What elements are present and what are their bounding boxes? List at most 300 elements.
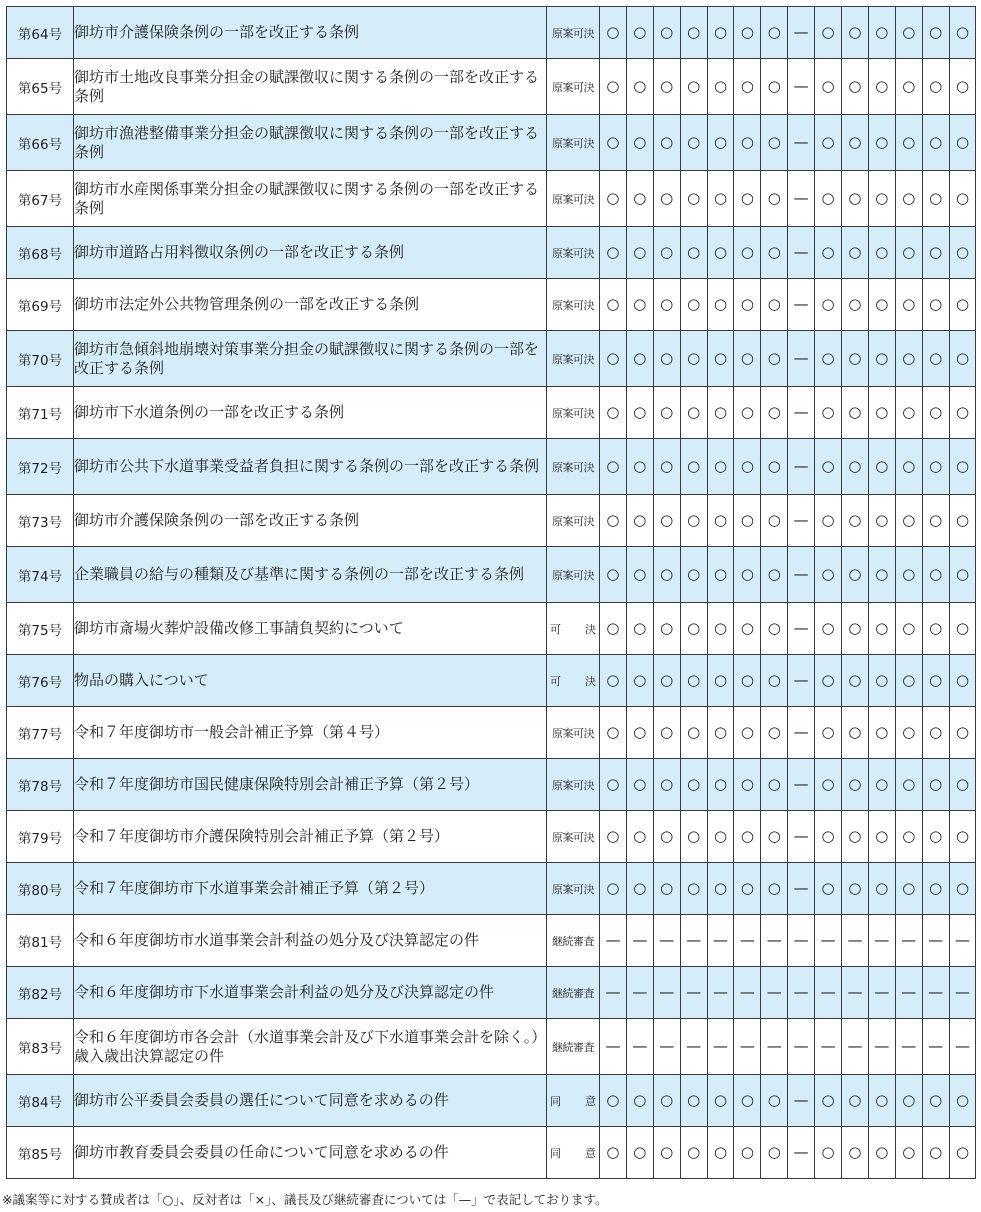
- vote-mark: —: [788, 331, 815, 387]
- vote-mark: —: [653, 967, 680, 1019]
- vote-mark: ○: [734, 811, 761, 863]
- bill-row: [7, 7, 976, 59]
- vote-mark: ○: [707, 707, 734, 759]
- vote-mark: —: [761, 967, 788, 1019]
- bill-number: 第65号: [7, 59, 74, 115]
- vote-mark: ○: [626, 115, 653, 171]
- vote-mark: ○: [895, 59, 922, 115]
- vote-mark: ○: [949, 227, 976, 279]
- vote-mark: ○: [600, 279, 627, 331]
- vote-mark: ○: [626, 227, 653, 279]
- bill-result: 原案可決: [547, 863, 600, 915]
- vote-mark: —: [707, 1019, 734, 1075]
- vote-mark: —: [761, 1019, 788, 1075]
- vote-mark: ○: [653, 439, 680, 495]
- bill-row: [7, 331, 976, 387]
- bill-row: [7, 279, 976, 331]
- vote-mark: —: [626, 967, 653, 1019]
- bill-result: 原案可決: [547, 59, 600, 115]
- vote-mark: —: [734, 967, 761, 1019]
- bill-result: 原案可決: [547, 547, 600, 603]
- bill-row: [7, 227, 976, 279]
- vote-mark: ○: [868, 7, 895, 59]
- vote-mark: ○: [707, 1127, 734, 1179]
- vote-mark: ○: [949, 1075, 976, 1127]
- bill-result: 原案可決: [547, 707, 600, 759]
- vote-mark: ○: [868, 115, 895, 171]
- vote-mark: ○: [922, 59, 949, 115]
- vote-mark: ○: [734, 59, 761, 115]
- vote-mark: ○: [680, 7, 707, 59]
- vote-mark: ○: [626, 655, 653, 707]
- bill-number: 第80号: [7, 863, 74, 915]
- bill-result-spaced: [547, 621, 599, 637]
- vote-mark: ○: [949, 59, 976, 115]
- vote-mark: ○: [868, 387, 895, 439]
- vote-mark: ○: [761, 279, 788, 331]
- vote-mark: ○: [680, 495, 707, 547]
- vote-mark: ○: [600, 655, 627, 707]
- bill-row: [7, 603, 976, 655]
- vote-mark: —: [788, 863, 815, 915]
- vote-mark: —: [922, 1019, 949, 1075]
- vote-mark: ○: [653, 1127, 680, 1179]
- vote-mark: ○: [734, 707, 761, 759]
- vote-mark: ○: [868, 495, 895, 547]
- vote-mark: ○: [949, 495, 976, 547]
- vote-mark: ○: [653, 171, 680, 227]
- vote-mark: ○: [895, 115, 922, 171]
- vote-mark: ○: [868, 1075, 895, 1127]
- vote-mark: ○: [895, 227, 922, 279]
- vote-mark: —: [895, 967, 922, 1019]
- vote-mark: ○: [653, 811, 680, 863]
- vote-mark: ○: [868, 171, 895, 227]
- vote-mark: —: [653, 915, 680, 967]
- bill-result-char-a: 同: [550, 1146, 561, 1160]
- bill-title: 企業職員の給与の種類及び基準に関する条例の一部を改正する条例: [74, 547, 547, 603]
- vote-mark: —: [949, 1019, 976, 1075]
- vote-mark: —: [815, 967, 842, 1019]
- bill-number: 第69号: [7, 279, 74, 331]
- vote-mark: ○: [815, 547, 842, 603]
- vote-mark: ○: [626, 331, 653, 387]
- vote-mark: ○: [922, 759, 949, 811]
- vote-mark: ○: [761, 171, 788, 227]
- bill-number: 第71号: [7, 387, 74, 439]
- bill-number: 第66号: [7, 115, 74, 171]
- bill-row: [7, 863, 976, 915]
- vote-mark: ○: [922, 547, 949, 603]
- bill-result: 原案可決: [547, 279, 600, 331]
- vote-mark: ○: [895, 331, 922, 387]
- vote-mark: —: [815, 1019, 842, 1075]
- vote-mark: ○: [949, 655, 976, 707]
- vote-mark: ○: [922, 863, 949, 915]
- vote-mark: ○: [680, 863, 707, 915]
- vote-mark: ○: [626, 707, 653, 759]
- vote-mark: ○: [653, 707, 680, 759]
- bill-result-char-a: 可: [550, 622, 561, 636]
- bill-number: 第74号: [7, 547, 74, 603]
- vote-mark: ○: [626, 439, 653, 495]
- vote-mark: ○: [653, 603, 680, 655]
- bill-row: [7, 811, 976, 863]
- vote-mark: ○: [707, 331, 734, 387]
- vote-mark: ○: [842, 759, 869, 811]
- vote-mark: ○: [922, 331, 949, 387]
- vote-mark: ○: [815, 811, 842, 863]
- vote-mark: —: [868, 915, 895, 967]
- vote-mark: ○: [868, 1127, 895, 1179]
- vote-mark: ○: [707, 1075, 734, 1127]
- vote-mark: ○: [680, 1075, 707, 1127]
- vote-mark: ○: [626, 171, 653, 227]
- vote-mark: ○: [842, 227, 869, 279]
- bill-title: 御坊市水産関係事業分担金の賦課徴収に関する条例の一部を改正する条例: [74, 171, 547, 227]
- vote-mark: ○: [653, 547, 680, 603]
- bill-number: 第77号: [7, 707, 74, 759]
- bill-result: 原案可決: [547, 439, 600, 495]
- vote-mark: ○: [653, 655, 680, 707]
- vote-mark: —: [788, 387, 815, 439]
- vote-results-table-wrapper: [6, 6, 976, 1179]
- vote-mark: —: [600, 1019, 627, 1075]
- vote-mark: ○: [949, 863, 976, 915]
- vote-mark: ○: [680, 603, 707, 655]
- vote-mark: ○: [868, 863, 895, 915]
- vote-mark: ○: [842, 331, 869, 387]
- bill-row: [7, 115, 976, 171]
- bill-result: 原案可決: [547, 387, 600, 439]
- vote-mark: ○: [680, 59, 707, 115]
- vote-mark: ○: [815, 707, 842, 759]
- vote-mark: ○: [680, 279, 707, 331]
- vote-mark: ○: [600, 115, 627, 171]
- vote-mark: —: [788, 915, 815, 967]
- bill-row: [7, 439, 976, 495]
- vote-mark: ○: [949, 811, 976, 863]
- bill-row: [7, 547, 976, 603]
- vote-mark: ○: [895, 387, 922, 439]
- vote-mark: ○: [842, 495, 869, 547]
- vote-mark: ○: [680, 1127, 707, 1179]
- vote-mark: ○: [949, 1127, 976, 1179]
- vote-mark: ○: [815, 603, 842, 655]
- vote-mark: ○: [600, 439, 627, 495]
- vote-mark: ○: [600, 547, 627, 603]
- bill-row: [7, 1127, 976, 1179]
- bill-number: 第78号: [7, 759, 74, 811]
- vote-mark: ○: [815, 227, 842, 279]
- bill-result: 原案可決: [547, 495, 600, 547]
- vote-mark: ○: [680, 759, 707, 811]
- bill-result: 原案可決: [547, 331, 600, 387]
- vote-mark: —: [653, 1019, 680, 1075]
- bill-number: 第75号: [7, 603, 74, 655]
- vote-mark: ○: [815, 7, 842, 59]
- vote-mark: ○: [842, 603, 869, 655]
- vote-mark: ○: [761, 863, 788, 915]
- bill-result-char-b: 意: [585, 1146, 596, 1160]
- vote-mark: ○: [600, 331, 627, 387]
- vote-mark: ○: [734, 439, 761, 495]
- vote-mark: ○: [734, 863, 761, 915]
- vote-mark: —: [707, 967, 734, 1019]
- vote-mark: ○: [653, 7, 680, 59]
- vote-mark: ○: [734, 655, 761, 707]
- vote-mark: ○: [842, 1075, 869, 1127]
- bill-row: [7, 495, 976, 547]
- vote-mark: ○: [761, 7, 788, 59]
- vote-mark: ○: [734, 331, 761, 387]
- vote-mark: ○: [761, 387, 788, 439]
- vote-mark: —: [949, 915, 976, 967]
- vote-mark: —: [788, 227, 815, 279]
- vote-mark: ○: [707, 387, 734, 439]
- vote-mark: ○: [949, 115, 976, 171]
- bill-number: 第64号: [7, 7, 74, 59]
- vote-mark: ○: [600, 387, 627, 439]
- vote-mark: ○: [842, 7, 869, 59]
- vote-mark: ○: [815, 387, 842, 439]
- bill-result: [547, 1127, 600, 1179]
- bill-number: 第83号: [7, 1019, 74, 1075]
- bill-title: 御坊市教育委員会委員の任命について同意を求めるの件: [74, 1127, 547, 1179]
- vote-mark: ○: [600, 811, 627, 863]
- vote-mark: ○: [707, 547, 734, 603]
- bill-row: [7, 1019, 976, 1075]
- vote-mark: ○: [600, 7, 627, 59]
- vote-mark: ○: [653, 331, 680, 387]
- vote-mark: ○: [653, 759, 680, 811]
- vote-mark: —: [788, 1127, 815, 1179]
- vote-mark: ○: [868, 279, 895, 331]
- vote-mark: ○: [949, 547, 976, 603]
- vote-mark: ○: [895, 1127, 922, 1179]
- vote-mark: ○: [734, 115, 761, 171]
- vote-mark: ○: [653, 227, 680, 279]
- vote-mark: ○: [761, 439, 788, 495]
- bill-title: 御坊市土地改良事業分担金の賦課徴収に関する条例の一部を改正する条例: [74, 59, 547, 115]
- vote-mark: ○: [734, 1127, 761, 1179]
- vote-mark: —: [626, 1019, 653, 1075]
- vote-mark: —: [788, 279, 815, 331]
- vote-mark: ○: [815, 1075, 842, 1127]
- vote-mark: ○: [600, 227, 627, 279]
- vote-mark: ○: [626, 7, 653, 59]
- vote-mark: ○: [868, 811, 895, 863]
- vote-mark: ○: [842, 387, 869, 439]
- vote-mark: ○: [895, 759, 922, 811]
- vote-mark: ○: [626, 1127, 653, 1179]
- bill-result: [547, 655, 600, 707]
- bill-number: 第82号: [7, 967, 74, 1019]
- vote-mark: —: [788, 495, 815, 547]
- vote-mark: ○: [922, 655, 949, 707]
- vote-mark: —: [788, 967, 815, 1019]
- bill-row: [7, 655, 976, 707]
- vote-mark: ○: [626, 387, 653, 439]
- bill-title: 御坊市下水道条例の一部を改正する条例: [74, 387, 547, 439]
- vote-mark: ○: [815, 863, 842, 915]
- vote-mark: ○: [600, 707, 627, 759]
- vote-mark: ○: [761, 115, 788, 171]
- vote-mark: —: [895, 1019, 922, 1075]
- vote-mark: ○: [626, 863, 653, 915]
- vote-mark: —: [734, 915, 761, 967]
- vote-mark: ○: [761, 331, 788, 387]
- bill-result: [547, 603, 600, 655]
- vote-mark: ○: [895, 603, 922, 655]
- bill-result: 継続審査: [547, 967, 600, 1019]
- vote-mark: ○: [949, 707, 976, 759]
- vote-mark: —: [734, 1019, 761, 1075]
- vote-mark: ○: [600, 59, 627, 115]
- bill-number: 第67号: [7, 171, 74, 227]
- vote-mark: ○: [707, 59, 734, 115]
- vote-mark: ○: [680, 707, 707, 759]
- vote-mark: —: [788, 547, 815, 603]
- vote-mark: ○: [680, 227, 707, 279]
- vote-mark: ○: [707, 227, 734, 279]
- vote-mark: ○: [895, 439, 922, 495]
- vote-mark: ○: [680, 439, 707, 495]
- vote-mark: ○: [600, 1127, 627, 1179]
- vote-mark: ○: [842, 59, 869, 115]
- vote-mark: ○: [600, 1075, 627, 1127]
- vote-mark: ○: [626, 1075, 653, 1127]
- bill-title: 御坊市道路占用料徴収条例の一部を改正する条例: [74, 227, 547, 279]
- vote-mark: ○: [734, 279, 761, 331]
- vote-mark: ○: [680, 115, 707, 171]
- vote-mark: ○: [707, 655, 734, 707]
- vote-mark: ○: [761, 707, 788, 759]
- bill-title: 御坊市法定外公共物管理条例の一部を改正する条例: [74, 279, 547, 331]
- vote-mark: ○: [626, 759, 653, 811]
- vote-mark: ○: [600, 759, 627, 811]
- vote-mark: ○: [680, 387, 707, 439]
- vote-mark: ○: [842, 279, 869, 331]
- vote-mark: ○: [761, 495, 788, 547]
- vote-mark: ○: [868, 759, 895, 811]
- bill-title: 御坊市斎場火葬炉設備改修工事請負契約について: [74, 603, 547, 655]
- vote-mark: ○: [895, 495, 922, 547]
- vote-mark: ○: [842, 171, 869, 227]
- bill-number: 第76号: [7, 655, 74, 707]
- vote-mark: ○: [761, 227, 788, 279]
- vote-mark: ○: [868, 439, 895, 495]
- bill-result: 原案可決: [547, 759, 600, 811]
- vote-mark: ○: [842, 547, 869, 603]
- vote-mark: ○: [653, 1075, 680, 1127]
- bill-title: 御坊市公共下水道事業受益者負担に関する条例の一部を改正する条例: [74, 439, 547, 495]
- vote-mark: ○: [815, 171, 842, 227]
- vote-mark: —: [626, 915, 653, 967]
- bill-number: 第73号: [7, 495, 74, 547]
- vote-mark: —: [815, 915, 842, 967]
- vote-mark: ○: [868, 59, 895, 115]
- vote-mark: ○: [734, 603, 761, 655]
- bill-number: 第79号: [7, 811, 74, 863]
- vote-mark: ○: [895, 279, 922, 331]
- vote-mark: —: [842, 1019, 869, 1075]
- vote-results-body: [7, 7, 976, 1179]
- vote-mark: ○: [922, 171, 949, 227]
- vote-mark: —: [788, 655, 815, 707]
- vote-mark: ○: [815, 331, 842, 387]
- vote-mark: —: [600, 967, 627, 1019]
- vote-mark: ○: [922, 707, 949, 759]
- vote-mark: ○: [949, 331, 976, 387]
- vote-mark: ○: [600, 603, 627, 655]
- bill-title: 令和６年度御坊市下水道事業会計利益の処分及び決算認定の件: [74, 967, 547, 1019]
- vote-mark: ○: [949, 603, 976, 655]
- vote-mark: ○: [734, 1075, 761, 1127]
- bill-title: 令和７年度御坊市国民健康保険特別会計補正予算（第２号）: [74, 759, 547, 811]
- vote-mark: ○: [949, 279, 976, 331]
- vote-mark: ○: [761, 1075, 788, 1127]
- vote-mark: —: [868, 967, 895, 1019]
- vote-mark: ○: [922, 603, 949, 655]
- vote-mark: ○: [949, 759, 976, 811]
- vote-mark: ○: [626, 59, 653, 115]
- vote-mark: ○: [761, 59, 788, 115]
- vote-mark: ○: [922, 495, 949, 547]
- vote-mark: ○: [653, 387, 680, 439]
- vote-mark: ○: [815, 1127, 842, 1179]
- vote-mark: ○: [653, 495, 680, 547]
- vote-mark: ○: [895, 7, 922, 59]
- vote-mark: —: [680, 915, 707, 967]
- vote-mark: —: [842, 915, 869, 967]
- bill-title: 令和６年度御坊市各会計（水道事業会計及び下水道事業会計を除く。）歳入歳出決算認定の件: [74, 1019, 547, 1075]
- bill-number: 第84号: [7, 1075, 74, 1127]
- vote-mark: ○: [815, 439, 842, 495]
- vote-mark: ○: [761, 547, 788, 603]
- vote-mark: ○: [815, 279, 842, 331]
- bill-result: 原案可決: [547, 115, 600, 171]
- vote-mark: ○: [653, 863, 680, 915]
- vote-mark: ○: [626, 279, 653, 331]
- vote-mark: ○: [707, 439, 734, 495]
- bill-row: [7, 915, 976, 967]
- vote-mark: ○: [734, 7, 761, 59]
- vote-mark: ○: [842, 707, 869, 759]
- vote-mark: ○: [761, 811, 788, 863]
- vote-mark: ○: [815, 115, 842, 171]
- vote-mark: —: [922, 915, 949, 967]
- vote-mark: ○: [922, 279, 949, 331]
- bill-row: [7, 387, 976, 439]
- bill-title: 物品の購入について: [74, 655, 547, 707]
- bill-result-spaced: [547, 1145, 599, 1161]
- vote-mark: ○: [868, 655, 895, 707]
- vote-mark: ○: [707, 115, 734, 171]
- bill-result: 継続審査: [547, 915, 600, 967]
- bill-result-char-b: 意: [585, 1094, 596, 1108]
- vote-mark: —: [949, 967, 976, 1019]
- vote-mark: —: [788, 603, 815, 655]
- vote-mark: ○: [895, 655, 922, 707]
- vote-mark: ○: [922, 811, 949, 863]
- vote-mark: ○: [761, 655, 788, 707]
- vote-mark: ○: [922, 227, 949, 279]
- vote-mark: ○: [815, 655, 842, 707]
- vote-mark: —: [788, 115, 815, 171]
- bill-row: [7, 1075, 976, 1127]
- vote-mark: ○: [842, 655, 869, 707]
